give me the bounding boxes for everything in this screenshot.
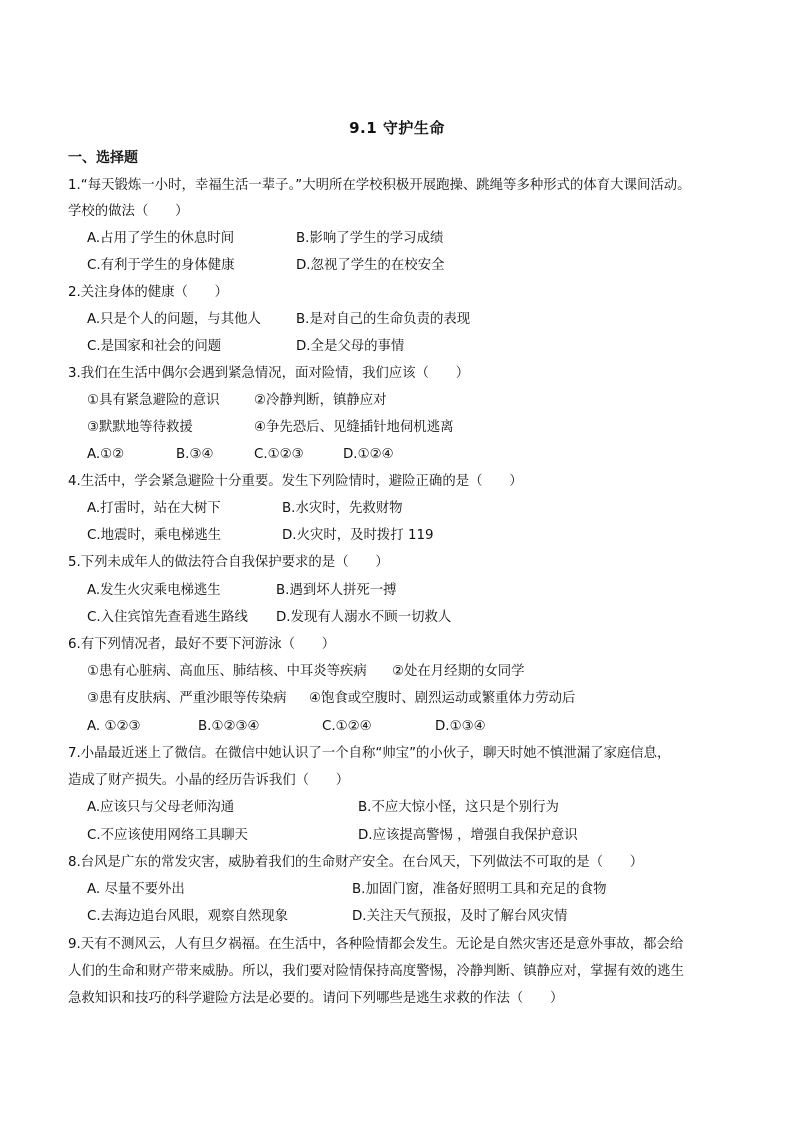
- question-7-option-a: A.应该只与父母老师沟通: [87, 800, 235, 815]
- question-6-option-c: C.①②④: [322, 719, 372, 734]
- question-1-option-d: D.忽视了学生的在校安全: [296, 258, 445, 273]
- question-4-option-a: A.打雷时，站在大树下: [87, 501, 221, 516]
- question-7-stem-cont: 造成了财产损失。小晶的经历告诉我们（ ）: [68, 773, 350, 788]
- question-9-stem: 9.天有不测风云，人有旦夕祸福。在生活中，各种险情都会发生。无论是自然灾害还是意外事故，都会给: [68, 937, 684, 952]
- question-7-stem: 7.小晶最近迷上了微信。在微信中她认识了一个自称“帅宝”的小伙子，聊天时她不慎泄漏了家庭信息，: [68, 746, 671, 761]
- question-5-option-b: B.遇到坏人拼死一搏: [276, 583, 397, 598]
- section-heading: 一、选择题: [68, 150, 138, 166]
- question-2-stem: 2.关注身体的健康（ ）: [68, 285, 229, 300]
- question-6-item-3: ③患有皮肤病、严重沙眼等传染病: [87, 691, 287, 706]
- question-7-option-c: C.不应该使用网络工具聊天: [87, 828, 248, 843]
- question-3-item-4: ④争先恐后、见缝插针地伺机逃离: [254, 420, 454, 435]
- question-4-option-b: B.水灾时，先救财物: [282, 501, 403, 516]
- question-5-option-d: D.发现有人溺水不顾一切救人: [276, 610, 452, 625]
- question-1-stem: 1.“每天锻炼一小时，幸福生活一辈子。”大明所在学校积极开展跑操、跳绳等多种形式的体育大课间活动。: [68, 178, 691, 193]
- question-1-option-c: C.有利于学生的身体健康: [87, 258, 235, 273]
- question-9-stem-cont-1: 人们的生命和财产带来威胁。所以，我们要对险情保持高度警惕，冷静判断、镇静应对，掌握有效的逃生: [68, 964, 684, 979]
- page-title: 9.1 守护生命: [349, 119, 445, 137]
- question-3-option-a: A.①②: [87, 447, 125, 462]
- question-8-option-c: C.去海边追台风眼，观察自然现象: [87, 909, 289, 924]
- question-6-option-d: D.①③④: [435, 719, 486, 734]
- question-4-stem: 4.生活中，学会紧急避险十分重要。发生下列险情时，避险正确的是（ ）: [68, 474, 523, 489]
- question-9-stem-cont-2: 急救知识和技巧的科学避险方法是必要的。请问下列哪些是逃生求救的作法（ ）: [68, 991, 564, 1006]
- question-2-option-a: A.只是个人的问题，与其他人: [87, 312, 261, 327]
- question-2-option-b: B.是对自己的生命负责的表现: [296, 312, 471, 327]
- question-2-option-d: D.全是父母的事情: [296, 339, 405, 354]
- question-6-option-a: A. ①②③: [87, 719, 141, 734]
- question-5-option-c: C.入住宾馆先查看逃生路线: [87, 610, 248, 625]
- question-3-option-d: D.①②④: [343, 447, 394, 462]
- question-8-option-a: A. 尽量不要外出: [87, 882, 185, 897]
- question-3-option-b: B.③④: [176, 447, 214, 462]
- question-3-option-c: C.①②③: [254, 447, 304, 462]
- question-4-option-c: C.地震时，乘电梯逃生: [87, 528, 222, 543]
- question-4-option-d: D.火灾时，及时拨打 119: [282, 528, 434, 543]
- question-3-item-2: ②冷静判断，镇静应对: [254, 393, 387, 408]
- question-6-item-2: ②处在月经期的女同学: [392, 664, 525, 679]
- question-6-option-b: B.①②③④: [198, 719, 260, 734]
- question-1-stem-cont: 学校的做法（ ）: [68, 204, 189, 219]
- question-3-item-1: ①具有紧急避险的意识: [87, 393, 220, 408]
- question-5-option-a: A.发生火灾乘电梯逃生: [87, 583, 221, 598]
- question-8-option-b: B.加固门窗，准备好照明工具和充足的食物: [352, 882, 607, 897]
- question-1-option-b: B.影响了学生的学习成绩: [296, 231, 444, 246]
- question-1-option-a: A.占用了学生的休息时间: [87, 231, 235, 246]
- question-3-stem: 3.我们在生活中偶尔会遇到紧急情况，面对险情，我们应该（ ）: [68, 366, 470, 381]
- question-7-option-d: D.应该提高警惕 ，增强自我保护意识: [358, 828, 578, 843]
- question-7-option-b: B.不应大惊小怪，这只是个别行为: [358, 800, 559, 815]
- question-6-item-1: ①患有心脏病、高血压、肺结核、中耳炎等疾病: [87, 664, 367, 679]
- question-3-item-3: ③默默地等待救援: [87, 420, 193, 435]
- question-2-option-c: C.是国家和社会的问题: [87, 339, 222, 354]
- question-8-option-d: D.关注天气预报，及时了解台风灾情: [352, 909, 568, 924]
- question-6-stem: 6.有下列情况者，最好不要下河游泳（ ）: [68, 637, 336, 652]
- question-6-item-4: ④饱食或空腹时、剧烈运动或繁重体力劳动后: [309, 691, 576, 706]
- question-5-stem: 5.下列未成年人的做法符合自我保护要求的是（ ）: [68, 555, 389, 570]
- question-8-stem: 8.台风是广东的常发灾害，威胁着我们的生命财产安全。在台风天，下列做法不可取的是（ ）: [68, 855, 644, 870]
